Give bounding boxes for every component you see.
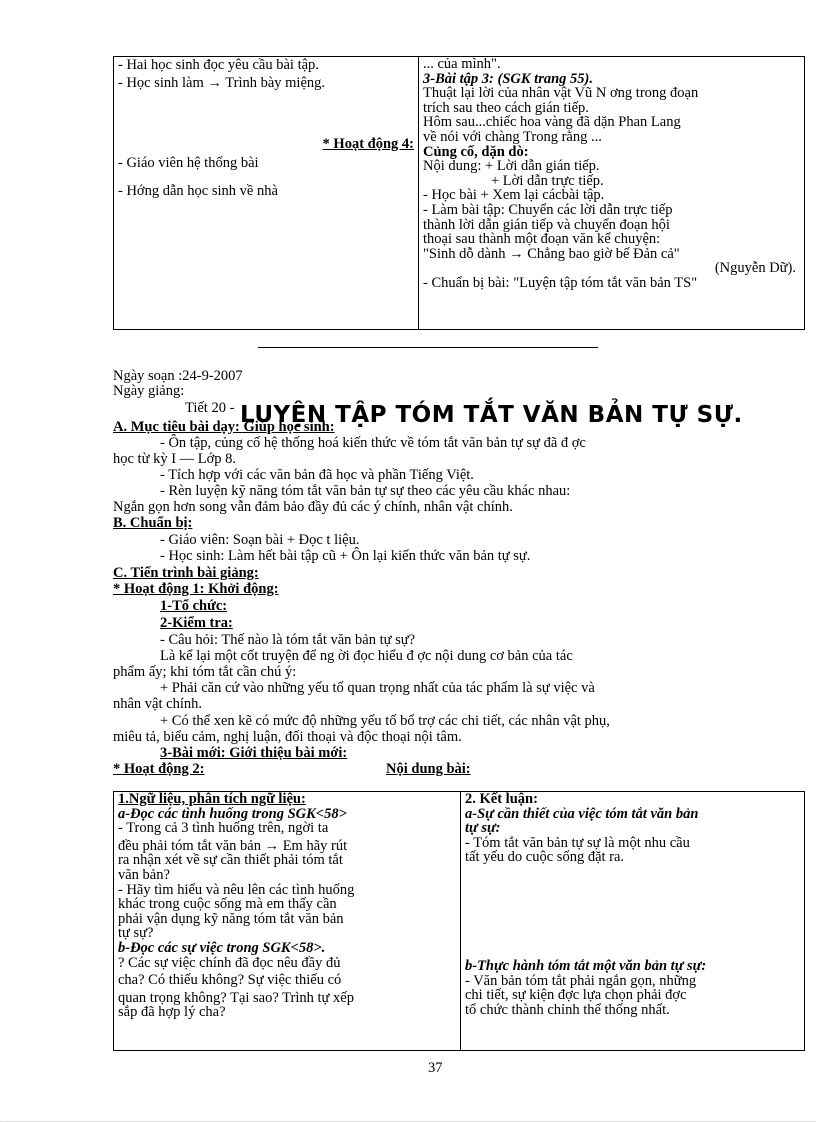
check-heading: 2-Kiểm tra: xyxy=(160,615,233,631)
top-right-line: Nội dung: + Lời dẫn gián tiếp. xyxy=(423,158,600,175)
bottom-left-line: cha? Có thiếu không? Sự việc thiếu có xyxy=(118,972,342,989)
body-line: - Tích hợp với các văn bản đã học và phần Tiếng Việt. xyxy=(160,467,474,483)
date-prepared: Ngày soạn :24-9-2007 xyxy=(113,368,243,384)
top-left-line: - Học sinh làm → Trình bày miệng. xyxy=(118,74,326,91)
body-line: - Giáo viên: Soạn bài + Đọc t liệu. xyxy=(160,532,360,548)
top-right-line: - Chuẩn bị bài: "Luyện tập tóm tắt văn bản TS" xyxy=(423,274,698,291)
activity-1-heading: * Hoạt động 1: Khởi động: xyxy=(113,581,279,597)
bottom-left-subheading: b-Đọc các sự việc trong SGK<58>. xyxy=(118,939,326,956)
lesson-title: LUYỆN TẬP TÓM TẮT VĂN BẢN TỰ SỰ. xyxy=(240,402,743,428)
page-edge xyxy=(0,1121,816,1122)
page-number: 37 xyxy=(428,1060,443,1076)
body-line: + Phải căn cứ vào những yếu tố quan trọng nhất của tác phẩm là sự việc và xyxy=(160,680,595,696)
top-right-line: (Nguyễn Dữ). xyxy=(714,260,796,277)
bottom-right-subheading: a-Sự cần thiết của việc tóm tắt văn bản xyxy=(465,805,699,822)
section-c-heading: C. Tiến trình bài giảng: xyxy=(113,565,259,581)
top-right-line: - Học bài + Xem lại cácbài tập. xyxy=(423,187,605,204)
top-right-line: thành lời dẫn gián tiếp và chuyển đoạn hội xyxy=(423,216,670,233)
top-table-left-cell xyxy=(114,57,419,330)
bottom-right-line: tổ chức thành chỉnh thể thống nhất. xyxy=(465,1001,670,1018)
bottom-left-heading: 1.Ngữ liệu, phân tích ngữ liệu: xyxy=(118,791,306,807)
bottom-left-line: - Trong cả 3 tình huống trên, ngời ta xyxy=(118,820,329,837)
activity-4-heading: * Hoạt động 4: xyxy=(322,136,414,153)
top-right-line: "Sinh dỗ dành → Chẳng bao giờ bế Đản cả" xyxy=(423,245,680,262)
body-line: nhân vật chính. xyxy=(113,696,202,712)
bottom-left-line: - Hãy tìm hiểu và nêu lên các tình huống xyxy=(118,881,355,898)
section-a-label: A. Mục tiêu bài dạy: Giúp học sinh: xyxy=(113,419,335,435)
bottom-right-subheading: tự sự: xyxy=(465,820,501,837)
top-right-line: thoại sau thành một đoạn văn kể chuyện: xyxy=(423,231,661,248)
bottom-right-line: - Văn bản tóm tắt phải ngắn gọn, những xyxy=(465,972,697,989)
top-right-line: Hôm sau...chiếc hoa vàng đã dặn Phan Lang xyxy=(423,114,681,131)
top-left-line: - Hai học sinh đọc yêu cầu bài tập. xyxy=(118,57,319,73)
section-a-heading xyxy=(113,420,335,435)
top-right-line: Thuật lại lời của nhân vật Vũ N ơng trong đoạn xyxy=(423,85,699,102)
bottom-right-subheading: b-Thực hành tóm tắt một văn bản tự sự: xyxy=(465,957,707,974)
top-right-line: về nói với chàng Trong rằng ... xyxy=(423,128,602,145)
new-lesson-heading: 3-Bài mới: Giới thiệu bài mới: xyxy=(160,745,348,761)
bottom-left-line: ? Các sự việc chính đã đọc nêu đầy đủ xyxy=(118,954,341,971)
bottom-right-line: chi tiết, sự kiện đợc lựa chọn phải đợc xyxy=(465,987,687,1004)
organization-heading: 1-Tổ chức: xyxy=(160,598,228,614)
bottom-left-line: khác trong cuộc sống mà em thấy cần xyxy=(118,896,337,913)
bottom-right-line: tất yếu do cuộc sống đặt ra. xyxy=(465,849,625,866)
bottom-table-right-cell xyxy=(461,792,805,1051)
section-divider xyxy=(258,347,598,348)
bottom-table xyxy=(113,791,805,1051)
top-table xyxy=(113,56,805,330)
lesson-content-heading: Nội dung bài: xyxy=(386,761,471,777)
bottom-left-line: phải vận dụng kỹ năng tóm tắt văn bản xyxy=(118,910,344,927)
bottom-table-left-cell xyxy=(114,792,461,1051)
consolidation-heading: Củng cố, dặn dò: xyxy=(423,143,529,160)
body-line: phẩm ấy; khi tóm tắt cần chú ý: xyxy=(113,664,297,680)
body-line: - Rèn luyện kỹ năng tóm tắt văn bản tự sự theo các yêu cầu khác nhau: xyxy=(160,483,571,499)
top-table-right-cell xyxy=(419,57,805,330)
conclusion-heading: 2. Kết luận: xyxy=(465,791,538,807)
bottom-left-line: quan trọng không? Tại sao? Trình tự xếp xyxy=(118,989,354,1006)
top-right-line: - Làm bài tập: Chuyển các lời dẫn trực tiếp xyxy=(423,201,673,218)
bottom-left-line: văn bản? xyxy=(118,866,170,883)
body-line: + Có thể xen kẽ có mức độ những yếu tố bổ trợ các chi tiết, các nhân vật phụ, xyxy=(160,713,610,729)
activity-2-heading: * Hoạt động 2: xyxy=(113,761,205,777)
bottom-left-line: tự sự? xyxy=(118,925,154,942)
top-right-line: ... của mình". xyxy=(423,56,501,72)
body-line: - Học sinh: Làm hết bài tập cũ + Ôn lại kiến thức văn bản tự sự. xyxy=(160,548,531,564)
body-line: Là kể lại một cốt truyện để ng ời đọc hiểu đ ợc nội dung cơ bản của tác xyxy=(160,648,573,664)
lesson-number: Tiết 20 - xyxy=(185,400,235,416)
date-taught: Ngày giảng: xyxy=(113,383,185,399)
top-left-line: - Hớng dẫn học sinh về nhà xyxy=(118,183,278,200)
body-line: miêu tả, biểu cảm, nghị luận, đối thoại và độc thoại nội tâm. xyxy=(113,729,462,745)
exercise-3-label: 3-Bài tập 3: (SGK trang 55). xyxy=(423,70,593,87)
body-line: Ngắn gọn hơn song vẫn đảm bảo đầy đủ các ý chính, nhân vật chính. xyxy=(113,499,513,515)
exercise-3-heading xyxy=(423,72,800,87)
body-line: học từ kỳ I — Lớp 8. xyxy=(113,451,237,467)
section-b-heading: B. Chuẩn bị: xyxy=(113,515,193,531)
top-left-line: - Giáo viên hệ thống bài xyxy=(118,154,259,171)
top-right-line: + Lời dẫn trực tiếp. xyxy=(491,172,604,189)
body-line: - Ôn tập, củng cố hệ thống hoá kiến thức về tóm tắt văn bản tự sự đã đ ợc xyxy=(160,435,586,451)
body-line: - Câu hỏi: Thế nào là tóm tắt văn bản tự sự? xyxy=(160,632,416,648)
bottom-right-line: - Tóm tắt văn bản tự sự là một nhu cầu xyxy=(465,834,690,851)
bottom-left-subheading: a-Đọc các tình huống trong SGK<58> xyxy=(118,805,347,822)
bottom-left-line: đều phải tóm tắt văn bản → Em hãy rút xyxy=(118,837,348,854)
top-right-line: trích sau theo cách gián tiếp. xyxy=(423,99,589,116)
bottom-left-line: sắp đã hợp lý cha? xyxy=(118,1004,226,1021)
bottom-left-line: ra nhận xét về sự cần thiết phải tóm tắt xyxy=(118,852,343,869)
